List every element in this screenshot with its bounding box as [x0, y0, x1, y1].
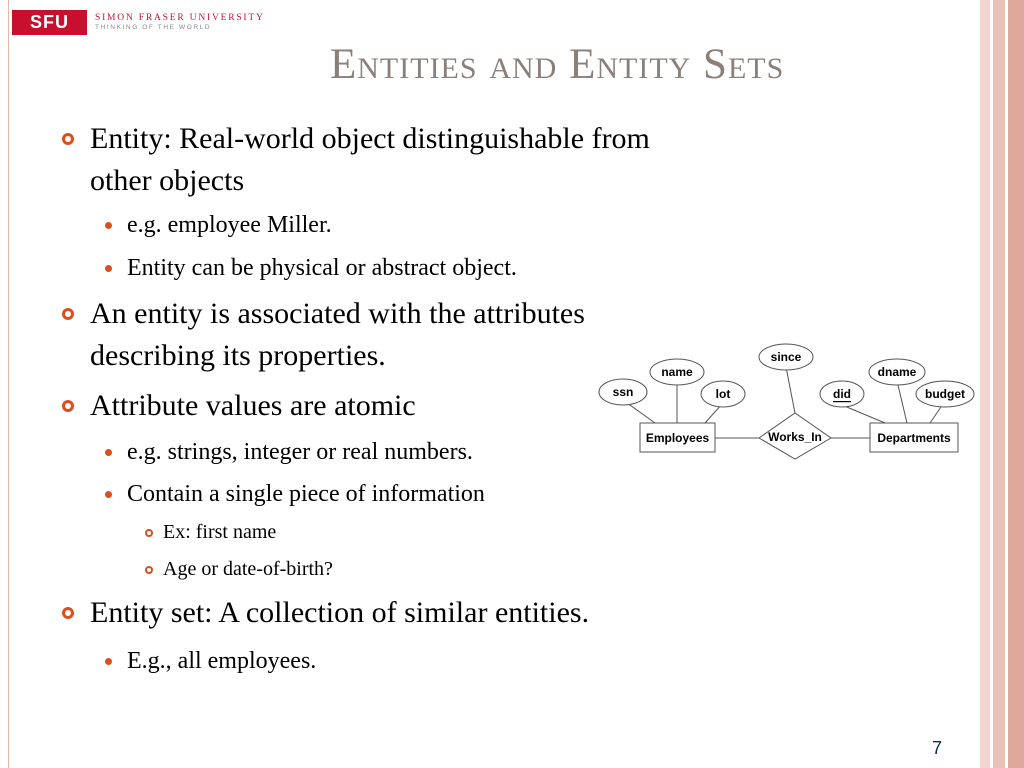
sub-bullet-text: Contain a single piece of information — [127, 481, 485, 507]
sub-sub-bullet-text: Ex: first name — [163, 521, 277, 543]
bullet-marker-icon — [62, 308, 74, 320]
bullet-entity-set — [62, 592, 589, 634]
bullet-dot-icon — [105, 265, 112, 272]
sub-bullet — [105, 437, 473, 467]
bullet-marker-icon — [62, 133, 74, 145]
university-name: SIMON FRASER UNIVERSITY — [95, 12, 265, 23]
sfu-logo-mark: SFU — [12, 10, 87, 35]
bullet-marker-icon — [145, 529, 153, 537]
bullet-text: An entity is associated with the attributes — [90, 297, 585, 330]
er-label-budget: budget — [925, 387, 965, 401]
sub-sub-bullet — [145, 519, 276, 545]
sub-bullet — [105, 210, 332, 240]
right-stripe — [1008, 0, 1024, 768]
bullet-dot-icon — [105, 449, 112, 456]
sub-bullet-text: Entity can be physical or abstract object. — [127, 255, 517, 281]
bullet-dot-icon — [105, 222, 112, 229]
right-stripe — [993, 0, 1005, 768]
bullet-dot-icon — [105, 491, 112, 498]
sub-bullet — [105, 646, 316, 676]
sub-sub-bullet — [145, 556, 333, 582]
er-label-lot: lot — [715, 387, 731, 401]
bullet-entity — [62, 118, 650, 202]
left-border-line — [8, 0, 9, 768]
bullet-marker-icon — [62, 607, 74, 619]
sfu-logo — [12, 10, 265, 35]
sub-bullet-text: E.g., all employees. — [127, 648, 317, 674]
sub-sub-bullet-text: Age or date-of-birth? — [163, 558, 333, 580]
er-label-since: since — [770, 350, 802, 364]
bullet-attributes — [62, 293, 585, 377]
university-tagline: THINKING OF THE WORLD — [95, 24, 212, 31]
er-label-name: name — [661, 365, 693, 379]
bullet-marker-icon — [145, 566, 153, 574]
page-number: 7 — [932, 738, 943, 758]
right-stripe — [980, 0, 990, 768]
sub-bullet — [105, 253, 517, 283]
bullet-dot-icon — [105, 658, 112, 665]
bullet-text: describing its properties. — [90, 339, 386, 372]
sub-bullet-text: e.g. strings, integer or real numbers. — [127, 439, 473, 465]
slide-title: Entities and Entity Sets — [330, 41, 785, 88]
bullet-text: Entity: Real-world object distinguishable from — [90, 122, 650, 155]
sub-bullet-text: e.g. employee Miller. — [127, 212, 332, 238]
er-label-employees: Employees — [645, 431, 710, 445]
er-label-dname: dname — [877, 365, 917, 379]
er-label-departments: Departments — [877, 431, 951, 445]
er-label-did: did — [833, 387, 851, 401]
bullet-atomic — [62, 385, 416, 427]
bullet-text: other objects — [90, 164, 245, 197]
er-diagram — [595, 335, 980, 465]
sub-bullet — [105, 479, 485, 509]
bullet-text: Attribute values are atomic — [90, 389, 416, 422]
bullet-marker-icon — [62, 400, 74, 412]
er-label-ssn: ssn — [612, 385, 634, 399]
er-label-works-in: Works_In — [768, 430, 822, 444]
bullet-text: Entity set: A collection of similar entities. — [90, 596, 590, 629]
